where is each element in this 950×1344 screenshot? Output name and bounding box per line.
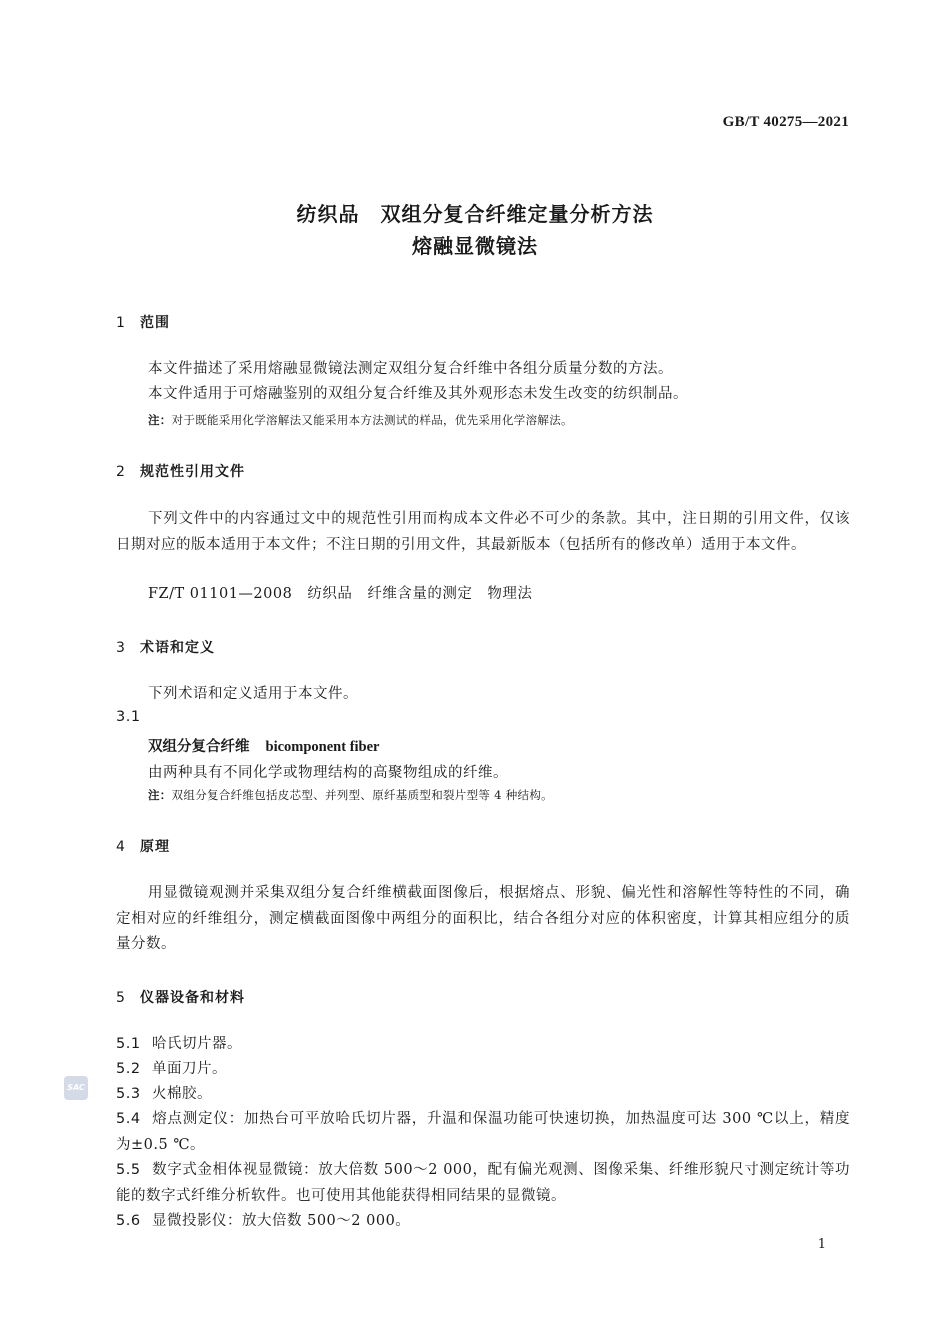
item-text: 火棉胶。 (152, 1086, 212, 1102)
section-title: 术语和定义 (140, 640, 215, 656)
item-number: 5.6 (116, 1213, 141, 1229)
section-heading-1 (116, 312, 170, 332)
item-number: 5.5 (116, 1162, 141, 1178)
normative-reference: FZ/T 01101—2008 纺织品 纤维含量的测定 物理法 (148, 586, 533, 602)
term-definition: 由两种具有不同化学或物理结构的高聚物组成的纤维。 (148, 765, 508, 781)
paragraph: 本文件适用于可熔融鉴别的双组分复合纤维及其外观形态未发生改变的纺织制品。 (148, 386, 688, 402)
sac-watermark-logo: SAC (64, 1076, 88, 1100)
item-number: 5.1 (116, 1036, 141, 1052)
term-entry (148, 735, 379, 756)
paragraph: 下列术语和定义适用于本文件。 (148, 686, 358, 702)
section-heading-4 (116, 836, 170, 856)
page-number: 1 (817, 1237, 826, 1252)
item-text: 单面刀片。 (152, 1061, 227, 1077)
item-text: 哈氏切片器。 (152, 1036, 242, 1052)
standard-number: GB/T 40275—2021 (722, 114, 849, 130)
item-number: 5.3 (116, 1086, 141, 1102)
item-text: 数字式金相体视显微镜：放大倍数 500～2 000，配有偏光观测、图像采集、纤维形貌尺寸测定统计等功能的数字式纤维分析软件。也可使用其他能获得相同结果的显微镜。 (116, 1162, 850, 1204)
list-item (116, 1032, 850, 1058)
term-english: bicomponent fiber (265, 739, 380, 755)
list-item (116, 1158, 850, 1209)
section-number: 3 (116, 640, 126, 656)
paragraph: 下列文件中的内容通过文中的规范性引用而构成本文件必不可少的条款。其中，注日期的引用文件，仅该日期对应的版本适用于本文件；不注日期的引用文件，其最新版本（包括所有的修改单）适用于本文件。 (116, 511, 850, 553)
item-number: 5.2 (116, 1061, 141, 1077)
note-label: 注： (148, 788, 172, 802)
item-text: 熔点测定仪：加热台可平放哈氏切片器，升温和保温功能可快速切换，加热温度可达 300 ℃以上，精度为±0.5 ℃。 (116, 1111, 850, 1153)
note-text: 对于既能采用化学溶解法又能采用本方法测试的样品，优先采用化学溶解法。 (171, 413, 573, 427)
section-number: 2 (116, 464, 126, 480)
list-item (116, 1107, 850, 1158)
section-number: 1 (116, 315, 126, 331)
section-heading-5 (116, 987, 245, 1007)
note-label: 注： (148, 413, 172, 427)
list-item (116, 1209, 850, 1235)
section-heading-2 (116, 461, 245, 481)
paragraph: 用显微镜观测并采集双组分复合纤维横截面图像后，根据熔点、形貌、偏光性和溶解性等特性的不同，确定相对应的纤维组分，测定横截面图像中两组分的面积比，结合各组分对应的体积密度，计算其相应组分的质量分数。 (116, 885, 850, 952)
section-title: 仪器设备和材料 (140, 990, 245, 1006)
section-heading-3 (116, 637, 215, 657)
paragraph: 本文件描述了采用熔融显微镜法测定双组分复合纤维中各组分质量分数的方法。 (148, 361, 673, 377)
section-title: 规范性引用文件 (140, 464, 245, 480)
document-title: 纺织品 双组分复合纤维定量分析方法 (296, 202, 654, 226)
section-title: 原理 (140, 839, 170, 855)
section-number: 5 (116, 990, 126, 1006)
item-text: 显微投影仪：放大倍数 500～2 000。 (152, 1213, 411, 1229)
note (148, 787, 553, 803)
subclause-3-1-number: 3.1 (116, 709, 141, 725)
subclause-number (116, 709, 152, 725)
section-title: 范围 (140, 315, 170, 331)
note (148, 412, 573, 428)
list-item (116, 1057, 850, 1083)
term-chinese: 双组分复合纤维 (148, 738, 250, 755)
note-text: 双组分复合纤维包括皮芯型、并列型、原纤基质型和裂片型等 4 种结构。 (171, 788, 553, 802)
item-number: 5.4 (116, 1111, 141, 1127)
section-number: 4 (116, 839, 126, 855)
document-subtitle: 熔融显微镜法 (412, 234, 538, 258)
list-item (116, 1082, 850, 1108)
